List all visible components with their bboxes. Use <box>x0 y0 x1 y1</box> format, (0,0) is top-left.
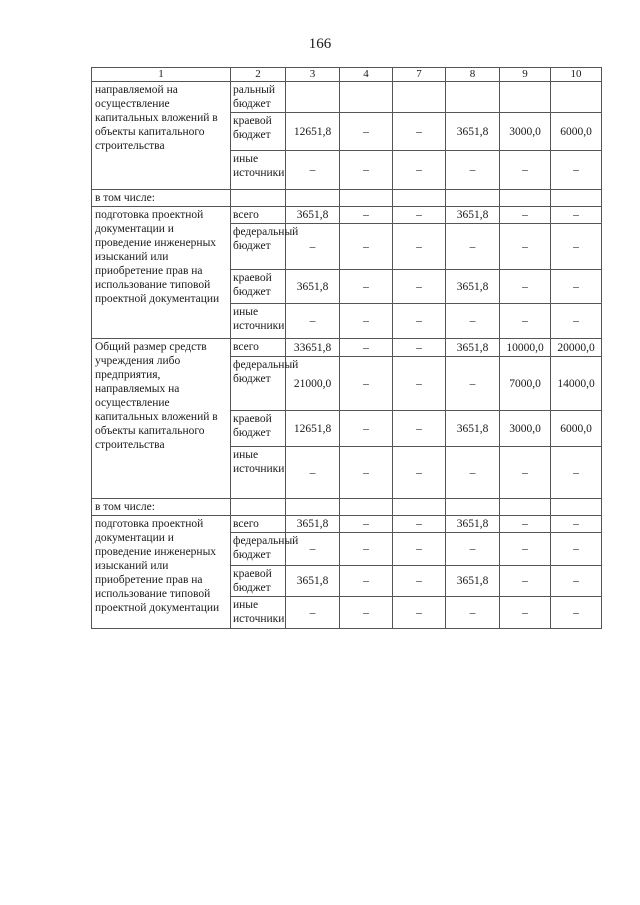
column-header: 1 <box>92 68 231 82</box>
value-cell: – <box>551 516 602 533</box>
value-cell: – <box>500 533 551 566</box>
value-cell: 3651,8 <box>286 516 340 533</box>
table-row <box>92 339 602 357</box>
value-cell <box>500 82 551 113</box>
empty-cell <box>231 499 286 516</box>
empty-cell <box>446 190 500 207</box>
value-cell: 3651,8 <box>286 566 340 597</box>
empty-cell <box>500 190 551 207</box>
funding-source-cell: федеральный бюджет <box>231 533 286 566</box>
column-header: 3 <box>286 68 340 82</box>
value-cell: 3000,0 <box>500 113 551 151</box>
empty-cell <box>340 499 393 516</box>
column-header: 4 <box>340 68 393 82</box>
value-cell: – <box>551 533 602 566</box>
value-cell: – <box>340 597 393 629</box>
value-cell <box>286 82 340 113</box>
column-header: 9 <box>500 68 551 82</box>
empty-cell <box>500 499 551 516</box>
value-cell: – <box>340 207 393 224</box>
value-cell: – <box>393 151 446 190</box>
value-cell: 12651,8 <box>286 113 340 151</box>
value-cell: – <box>340 113 393 151</box>
value-cell: 3651,8 <box>286 270 340 304</box>
value-cell: – <box>286 151 340 190</box>
value-cell: – <box>500 516 551 533</box>
empty-cell <box>340 190 393 207</box>
value-cell <box>340 82 393 113</box>
funding-source-cell: всего <box>231 516 286 533</box>
funding-source-cell: всего <box>231 207 286 224</box>
value-cell: – <box>446 597 500 629</box>
value-cell: 14000,0 <box>551 357 602 411</box>
empty-cell <box>551 499 602 516</box>
value-cell: – <box>340 357 393 411</box>
value-cell: 6000,0 <box>551 411 602 447</box>
subheading-row <box>92 499 602 516</box>
value-cell: – <box>551 207 602 224</box>
value-cell: – <box>446 304 500 339</box>
value-cell: 12651,8 <box>286 411 340 447</box>
value-cell: 3651,8 <box>446 207 500 224</box>
value-cell: 21000,0 <box>286 357 340 411</box>
funding-source-cell: иные источники <box>231 304 286 339</box>
funding-source-cell: всего <box>231 339 286 357</box>
value-cell: 3651,8 <box>446 270 500 304</box>
value-cell: – <box>393 566 446 597</box>
value-cell: – <box>340 411 393 447</box>
value-cell: – <box>286 304 340 339</box>
value-cell: 3651,8 <box>446 516 500 533</box>
value-cell: – <box>393 224 446 270</box>
funding-source-cell: краевой бюджет <box>231 113 286 151</box>
empty-cell <box>446 499 500 516</box>
value-cell: – <box>551 224 602 270</box>
value-cell: 10000,0 <box>500 339 551 357</box>
funding-source-cell: краевой бюджет <box>231 566 286 597</box>
column-header: 8 <box>446 68 500 82</box>
value-cell: – <box>500 304 551 339</box>
value-cell: 33651,8 <box>286 339 340 357</box>
column-header-row <box>92 68 602 82</box>
value-cell: 3651,8 <box>446 339 500 357</box>
table-row <box>92 516 602 533</box>
empty-cell <box>393 190 446 207</box>
value-cell: – <box>393 357 446 411</box>
row-label-cell: подготовка проектной документации и проведение инженерных изысканий или приобретение прав на использование типовой проектной документации <box>92 207 231 339</box>
value-cell: – <box>286 597 340 629</box>
row-label-cell: направляемой на осуществление капитальных вложений в объекты капитального строительства <box>92 82 231 190</box>
value-cell: – <box>286 533 340 566</box>
value-cell: – <box>551 566 602 597</box>
value-cell: – <box>551 151 602 190</box>
value-cell: – <box>393 113 446 151</box>
value-cell: 20000,0 <box>551 339 602 357</box>
value-cell: – <box>393 597 446 629</box>
funding-source-cell: краевой бюджет <box>231 270 286 304</box>
column-header: 7 <box>393 68 446 82</box>
value-cell: – <box>340 566 393 597</box>
value-cell: – <box>340 339 393 357</box>
funding-source-cell: ральный бюджет <box>231 82 286 113</box>
value-cell: – <box>393 339 446 357</box>
value-cell: – <box>500 224 551 270</box>
funding-source-cell: иные источники <box>231 597 286 629</box>
row-label-cell: подготовка проектной документации и проведение инженерных изысканий или приобретение прав на использование типовой проектной документации <box>92 516 231 629</box>
value-cell: – <box>551 447 602 499</box>
value-cell: – <box>551 597 602 629</box>
page-number: 166 <box>308 36 332 52</box>
value-cell: 3651,8 <box>446 113 500 151</box>
funding-source-cell: иные источники <box>231 151 286 190</box>
empty-cell <box>286 190 340 207</box>
subheading-cell: в том числе: <box>92 190 231 207</box>
value-cell: – <box>500 566 551 597</box>
value-cell: – <box>340 447 393 499</box>
value-cell: – <box>393 270 446 304</box>
value-cell: – <box>393 411 446 447</box>
value-cell <box>393 82 446 113</box>
funding-source-cell: федеральный бюджет <box>231 224 286 270</box>
value-cell: – <box>393 533 446 566</box>
value-cell: – <box>446 151 500 190</box>
value-cell <box>551 82 602 113</box>
funding-source-cell: иные источники <box>231 447 286 499</box>
value-cell: – <box>340 516 393 533</box>
value-cell: – <box>393 516 446 533</box>
value-cell: 6000,0 <box>551 113 602 151</box>
subheading-row <box>92 190 602 207</box>
value-cell: 3651,8 <box>446 411 500 447</box>
value-cell: – <box>286 224 340 270</box>
value-cell: 3000,0 <box>500 411 551 447</box>
empty-cell <box>551 190 602 207</box>
value-cell: – <box>446 224 500 270</box>
value-cell: – <box>393 447 446 499</box>
funding-source-cell: федеральный бюджет <box>231 357 286 411</box>
row-label-cell: Общий размер средств учреждения либо предприятия, направляемых на осуществление капитальных вложений в объекты капитального строительства <box>92 339 231 499</box>
value-cell: 7000,0 <box>500 357 551 411</box>
value-cell: 3651,8 <box>446 566 500 597</box>
value-cell: – <box>340 224 393 270</box>
value-cell: – <box>446 447 500 499</box>
value-cell: – <box>500 207 551 224</box>
empty-cell <box>286 499 340 516</box>
subheading-cell: в том числе: <box>92 499 231 516</box>
column-header: 10 <box>551 68 602 82</box>
funding-source-cell: краевой бюджет <box>231 411 286 447</box>
value-cell: – <box>393 304 446 339</box>
value-cell: – <box>340 533 393 566</box>
value-cell: – <box>446 533 500 566</box>
value-cell: 3651,8 <box>286 207 340 224</box>
value-cell: – <box>551 270 602 304</box>
value-cell <box>446 82 500 113</box>
value-cell: – <box>286 447 340 499</box>
budget-table <box>91 67 602 629</box>
value-cell: – <box>446 357 500 411</box>
value-cell: – <box>500 597 551 629</box>
table-row <box>92 207 602 224</box>
empty-cell <box>393 499 446 516</box>
value-cell: – <box>551 304 602 339</box>
value-cell: – <box>500 270 551 304</box>
value-cell: – <box>393 207 446 224</box>
value-cell: – <box>500 447 551 499</box>
empty-cell <box>231 190 286 207</box>
value-cell: – <box>340 304 393 339</box>
column-header: 2 <box>231 68 286 82</box>
value-cell: – <box>340 270 393 304</box>
table-row <box>92 82 602 113</box>
value-cell: – <box>500 151 551 190</box>
value-cell: – <box>340 151 393 190</box>
